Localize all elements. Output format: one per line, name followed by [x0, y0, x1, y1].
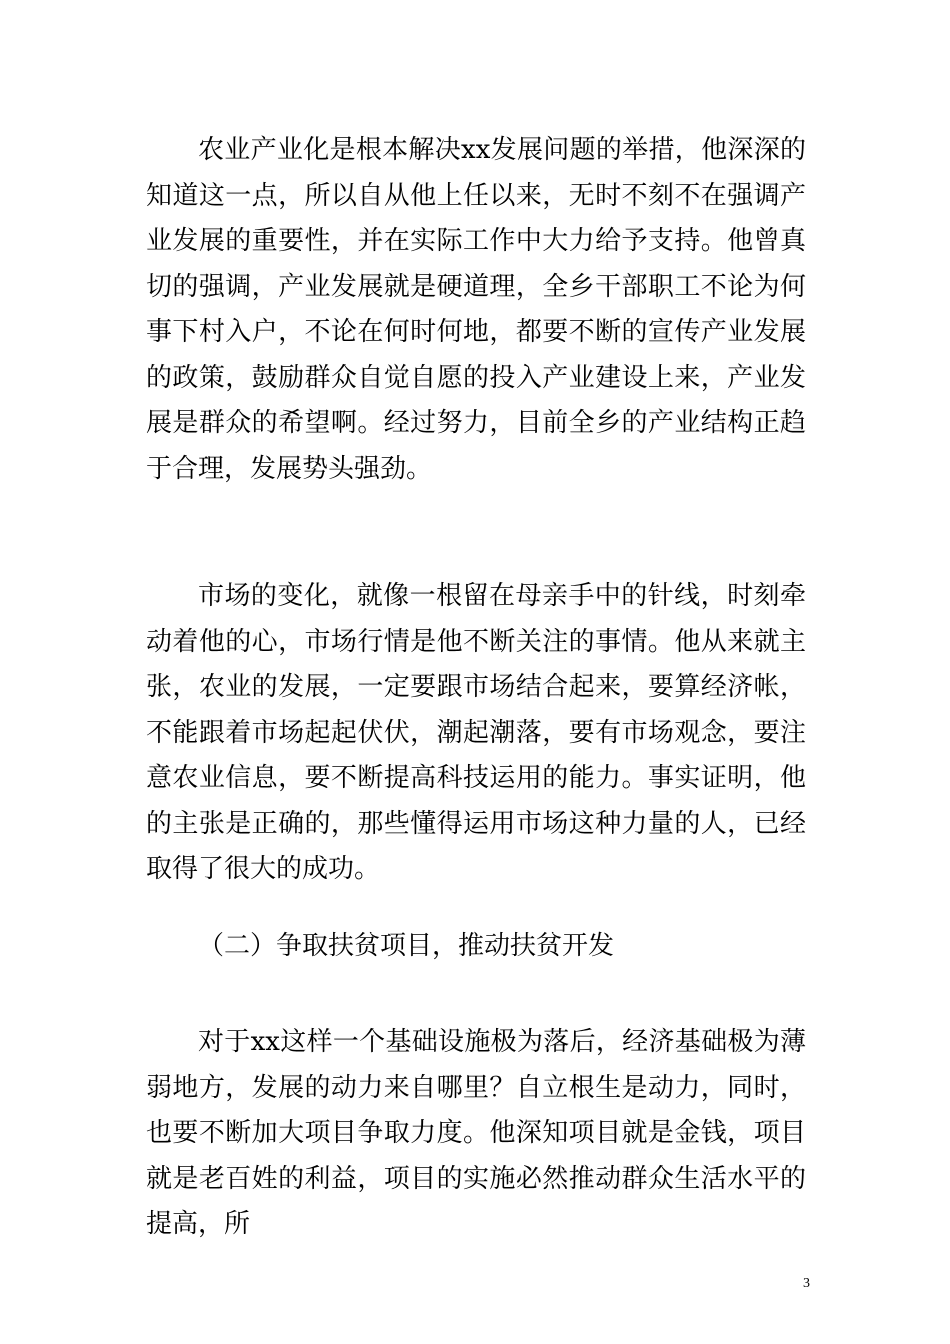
page-number: 3 [803, 1276, 810, 1291]
body-paragraph: 对于xx这样一个基础设施极为落后，经济基础极为薄弱地方，发展的动力来自哪里？自立根生是动力，同时，也要不断加大项目争取力度。他深知项目就是金钱，项目就是老百姓的利益，项目的实施必然推动群众生活水平的提高，所 [146, 1027, 806, 1239]
body-paragraph: 农业产业化是根本解决xx发展问题的举措，他深深的知道这一点，所以自从他上任以来，无时不刻不在强调产业发展的重要性，并在实际工作中大力给予支持。他曾真切的强调，产业发展就是硬道理，全乡干部职工不论为何事下村入户，不论在何时何地，都要不断的宣传产业发展的政策，鼓励群众自觉自愿的投入产业建设上来，产业发展是群众的希望啊。经过努力，目前全乡的产业结构正趋于合理，发展势头强劲。 [146, 135, 806, 484]
body-paragraph: 市场的变化，就像一根留在母亲手中的针线，时刻牵动着他的心，市场行情是他不断关注的事情。他从来就主张，农业的发展，一定要跟市场结合起来，要算经济帐，不能跟着市场起起伏伏，潮起潮落，要有市场观念，要注意农业信息，要不断提高科技运用的能力。事实证明，他的主张是正确的，那些懂得运用市场这种力量的人，已经取得了很大的成功。 [146, 581, 806, 884]
section-heading: （二）争取扶贫项目，推动扶贫开发 [198, 931, 615, 961]
